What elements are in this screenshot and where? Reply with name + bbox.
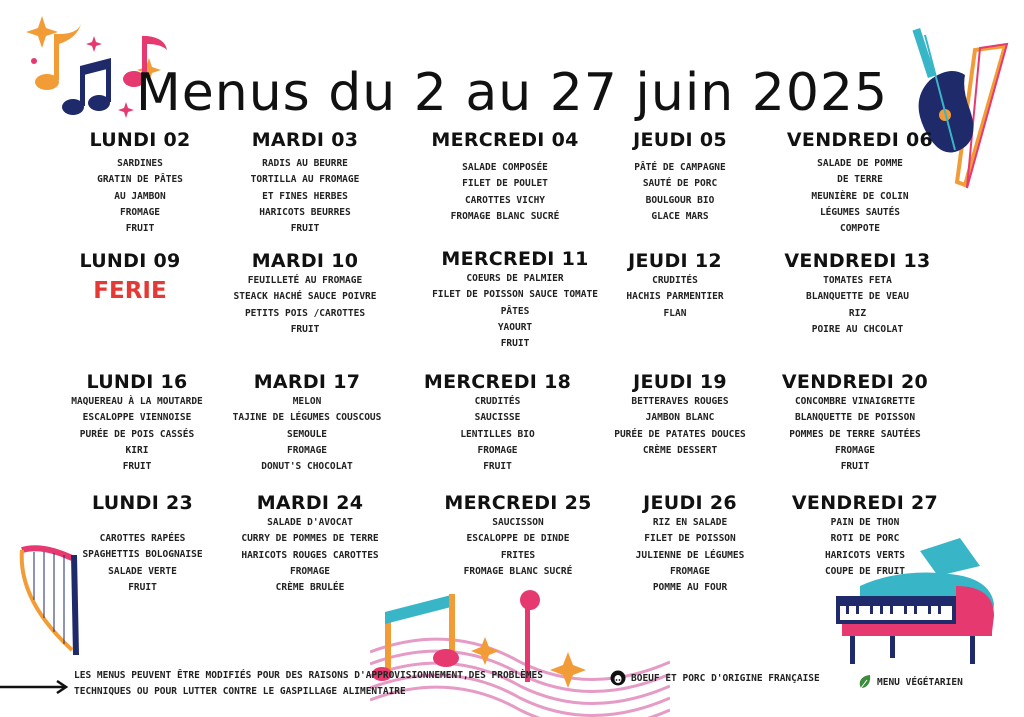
menu-item: TAJINE DE LÉGUMES COUSCOUS xyxy=(232,412,382,424)
menu-item: PURÉE DE PATATES DOUCES xyxy=(614,428,746,440)
menu-item: BLANQUETTE DE VEAU xyxy=(806,291,909,303)
day-title: LUNDI 23 xyxy=(91,492,194,514)
menu-item: JAMBON BLANC xyxy=(645,412,715,424)
day-lundi-02 xyxy=(60,128,220,237)
menu-item: SEMOULE xyxy=(286,428,328,440)
menu-item: FILET DE POULET xyxy=(462,178,548,190)
cow-icon xyxy=(610,670,626,686)
menu-item: KIRI xyxy=(125,444,149,456)
menu-item: FRUIT xyxy=(290,323,320,335)
day-jeudi-12 xyxy=(595,249,755,322)
legend-veg-label: MENU VÉGÉTARIEN xyxy=(877,676,963,688)
menu-item: COEURS DE PALMIER xyxy=(466,273,564,284)
menu-item: FRUIT xyxy=(840,461,870,473)
menu-item: DE TERRE xyxy=(837,174,883,186)
menu-item: FEUILLETÉ AU FROMAGE xyxy=(247,275,363,286)
menu-item: FROMAGE BLANC SUCRÉ xyxy=(450,210,560,222)
menu-item: MEUNIÈRE DE COLIN xyxy=(811,190,909,202)
menu-item: AU JAMBON xyxy=(114,190,166,202)
day-vendredi-20 xyxy=(770,370,940,475)
menu-item: ET FINES HERBES xyxy=(262,190,348,202)
menu-item: CRUDITÉS xyxy=(474,396,521,407)
menu-item: TORTILLA AU FROMAGE xyxy=(250,174,360,186)
menu-item: RIZ EN SALADE xyxy=(652,517,728,528)
footer-note-line: TECHNIQUES OU POUR LUTTER CONTRE LE GASPILLAGE ALIMENTAIRE xyxy=(74,686,406,697)
arrow-right-icon xyxy=(0,680,72,694)
day-jeudi-26 xyxy=(605,491,775,596)
menu-item: ROTI DE PORC xyxy=(830,533,900,545)
holiday-label: FERIE xyxy=(93,278,167,304)
menu-item: COUPE DE FRUIT xyxy=(824,565,906,577)
day-jeudi-05 xyxy=(600,128,760,225)
menu-item: FROMAGE xyxy=(834,444,876,456)
day-mercredi-18 xyxy=(400,370,595,475)
day-title: MERCREDI 18 xyxy=(423,371,572,393)
menu-item: PÂTES xyxy=(500,305,530,317)
day-title: MERCREDI 04 xyxy=(431,129,579,151)
menu-item: CONCOMBRE VINAIGRETTE xyxy=(794,396,916,407)
day-mardi-03 xyxy=(220,128,390,237)
footer-note xyxy=(74,668,584,700)
menu-item: HACHIS PARMENTIER xyxy=(626,291,724,303)
menu-item: FLAN xyxy=(663,307,687,319)
menu-item: POMME AU FOUR xyxy=(652,582,728,594)
menu-item: FRITES xyxy=(500,549,536,561)
day-title: JEUDI 12 xyxy=(628,250,722,272)
menu-item: MELON xyxy=(292,396,322,407)
footer-note-line: LES MENUS PEUVENT ÊTRE MODIFIÉS POUR DES RAISONS D'APPROVISIONNEMENT,DES PROBLÈMES xyxy=(74,670,543,681)
day-title: MERCREDI 11 xyxy=(441,248,589,270)
menu-item: GRATIN DE PÂTES xyxy=(97,174,183,186)
menu-item: FRUIT xyxy=(128,581,157,593)
day-mardi-10 xyxy=(215,249,395,338)
day-title: VENDREDI 20 xyxy=(781,371,929,393)
menu-item: FROMAGE xyxy=(289,565,331,577)
menu-item: GLACE MARS xyxy=(651,210,709,222)
menu-item: CRÈME BRULÉE xyxy=(275,582,345,594)
menu-item: FRUIT xyxy=(122,461,152,473)
menu-item: TOMATES FETA xyxy=(823,275,892,286)
day-title: MARDI 10 xyxy=(251,250,359,272)
day-vendredi-06 xyxy=(775,128,945,237)
day-mardi-17 xyxy=(217,370,397,475)
menu-item: MAQUEREAU À LA MOUTARDE xyxy=(71,396,203,407)
menu-item: HARICOTS ROUGES CAROTTES xyxy=(241,549,379,561)
menu-item: SARDINES xyxy=(117,158,163,169)
menu-item: SALADE D'AVOCAT xyxy=(267,517,353,528)
menu-item: CAROTTES RAPÉES xyxy=(99,533,186,544)
menu-item: SAUCISSON xyxy=(492,517,544,528)
menu-item: ESCALOPPE VIENNOISE xyxy=(82,412,192,424)
menu-item: SAUTÉ DE PORC xyxy=(642,178,718,190)
menu-item: FROMAGE BLANC SUCRÉ xyxy=(463,565,573,577)
day-title: LUNDI 02 xyxy=(89,129,191,151)
menu-item: FILET DE POISSON xyxy=(644,533,736,545)
day-vendredi-13 xyxy=(775,249,940,338)
menu-item: HARICOTS BEURRES xyxy=(259,206,351,218)
menu-item: BLANQUETTE DE POISSON xyxy=(794,412,916,424)
menu-item: LÉGUMES SAUTÉS xyxy=(819,206,901,218)
menu-item: CURRY DE POMMES DE TERRE xyxy=(241,533,379,545)
menu-item: RADIS AU BEURRE xyxy=(262,158,348,169)
menu-item: SALADE DE POMME xyxy=(817,158,903,169)
menu-item: JULIENNE DE LÉGUMES xyxy=(635,549,745,561)
day-title: VENDREDI 27 xyxy=(791,492,939,514)
day-vendredi-27 xyxy=(780,491,950,580)
day-jeudi-19 xyxy=(595,370,765,459)
menu-item: SAUCISSE xyxy=(474,412,521,424)
leaf-icon xyxy=(858,674,872,690)
day-mercredi-04 xyxy=(410,128,600,225)
menu-item: STEACK HACHÉ SAUCE POIVRE xyxy=(233,291,377,303)
legend-meat-origin xyxy=(610,670,820,686)
menu-item: FRUIT xyxy=(483,461,512,473)
menu-item: FILET DE POISSON SAUCE TOMATE xyxy=(432,289,598,301)
day-title: JEUDI 26 xyxy=(643,492,737,514)
day-lundi-23 xyxy=(60,491,225,596)
day-title: MERCREDI 25 xyxy=(444,492,592,514)
day-title: MARDI 24 xyxy=(256,492,364,514)
day-title: VENDREDI 06 xyxy=(786,129,934,151)
menu-item: FRUIT xyxy=(500,338,530,350)
menu-item: PÂTÉ DE CAMPAGNE xyxy=(634,162,726,173)
menu-item xyxy=(60,515,225,531)
legend-meat-label: BOEUF ET PORC D'ORIGINE FRANÇAISE xyxy=(631,672,820,684)
day-title: LUNDI 16 xyxy=(86,371,188,393)
menu-item: FROMAGE xyxy=(477,444,518,456)
menu-item: POMMES DE TERRE SAUTÉES xyxy=(789,428,921,440)
day-title: MARDI 17 xyxy=(253,371,361,393)
day-title: MARDI 03 xyxy=(251,129,359,151)
menu-item: CAROTTES VICHY xyxy=(464,194,546,206)
menu-item: FROMAGE xyxy=(286,444,328,456)
menu-item: DONUT'S CHOCOLAT xyxy=(261,461,353,473)
menu-item: SALADE VERTE xyxy=(108,565,177,577)
menu-item: PETITS POIS /CAROTTES xyxy=(244,307,366,319)
day-mercredi-11 xyxy=(410,247,620,352)
menu-item: POIRE AU CHCOLAT xyxy=(811,323,904,335)
menu-item: COMPOTE xyxy=(839,223,881,235)
menu-item: YAOURT xyxy=(497,321,533,333)
menu-item: PAIN DE THON xyxy=(830,517,900,528)
menu-item: BETTERAVES ROUGES xyxy=(631,396,729,407)
day-title: LUNDI 09 xyxy=(79,250,181,272)
menu-item: PURÉE DE POIS CASSÉS xyxy=(79,428,195,440)
menu-item: SPAGHETTIS BOLOGNAISE xyxy=(82,549,203,561)
day-lundi-16 xyxy=(52,370,222,475)
day-lundi-09 xyxy=(50,249,210,305)
day-mardi-24 xyxy=(220,491,400,596)
menu-item: FRUIT xyxy=(290,223,320,235)
menu-item: FROMAGE xyxy=(119,206,161,218)
menu-item: CRÈME DESSERT xyxy=(642,444,718,456)
menu-item: BOULGOUR BIO xyxy=(645,194,715,206)
day-title: JEUDI 05 xyxy=(633,129,727,151)
day-title: VENDREDI 13 xyxy=(784,250,931,272)
menu-item: ESCALOPPE DE DINDE xyxy=(466,533,570,545)
menu-item: LENTILLES BIO xyxy=(460,428,535,440)
day-mercredi-25 xyxy=(418,491,618,580)
day-title: JEUDI 19 xyxy=(633,371,727,393)
menu-item: RIZ xyxy=(848,307,867,319)
page-title: Menus du 2 au 27 juin 2025 xyxy=(135,62,889,123)
menu-item: SALADE COMPOSÉE xyxy=(462,162,548,173)
menu-item: FROMAGE xyxy=(669,565,711,577)
menu-item: CRUDITÉS xyxy=(652,275,698,286)
legend-vegetarian xyxy=(858,674,963,690)
menu-item: FRUIT xyxy=(125,223,155,235)
menu-item: HARICOTS VERTS xyxy=(824,549,906,561)
